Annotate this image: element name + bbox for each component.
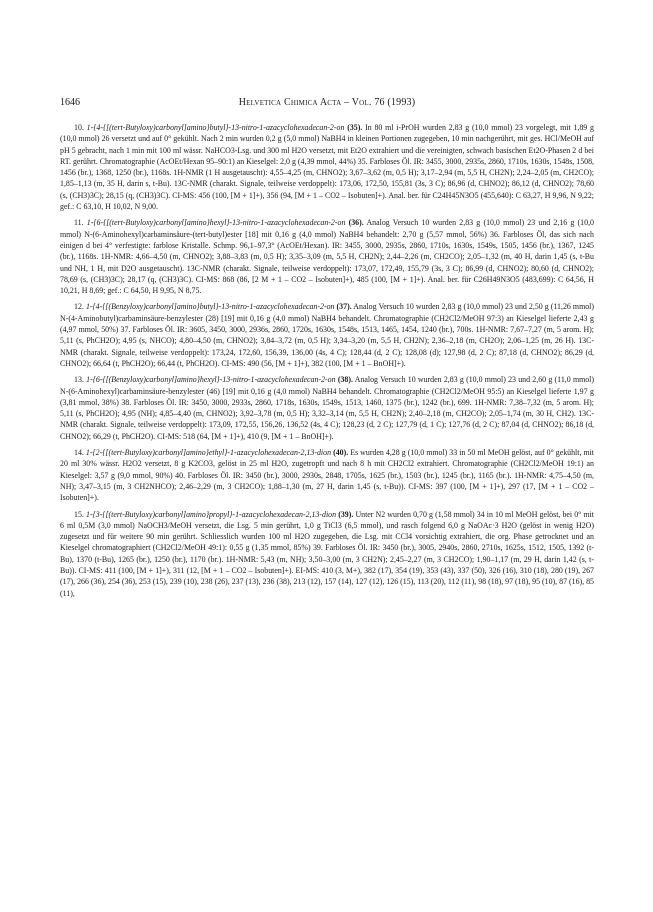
compound-number: (39). bbox=[338, 509, 354, 519]
journal-running-head: Helvetica Chimica Acta – Vol. 76 (1993) bbox=[238, 97, 416, 108]
experiment-number: 10. bbox=[74, 123, 84, 132]
compound-title: 1-{4-{[(tert-Butyloxy)carbonyl]amino}butyl}-13-nitro-1-azacyclohexadecan-2-on bbox=[86, 123, 345, 132]
experiment-12 bbox=[60, 301, 594, 369]
experiment-text: Analog Versuch 10 wurden 2,83 g (10,0 mmol) 23 und 2,60 g (11,0 mmol) N-(6-Aminohexyl)carbaminsäure-benzylester (46) [19] mit 0,16 g (4,0 mmol) NaBH4 behandelt. Chromatographie (CH2Cl2/MeOH 95:5) an Kieselgel lieferte 1,97 g (3,81 mmol, 38%) 38. Farbloses Öl. IR: 3450, 3000, 2933s, 2860, 1718s, 1630s, 1549s, 1513, 1460, 1375 (br.), 1242 (br.), 699. 1H-NMR: 7,38–7,32 (m, 5 arom. H); 5,11 (s, PhCH2O); 4,95 (NH); 4,85–4,40 (m, CHNO2); 3,92–3,78 (m, 0,5 H); 3,32–3,14 (m, 5,5 H, CH2N); 2,40–2,18 (m, CH2CO); 2,05–1,74 (m, 30 H, CH2). 13C-NMR (charakt. Signale, teilweise verdoppelt): 173,09, 172,55, 156,26, 136,52 (4s, 4 C); 128,23 (d, 2 C); 127,79 (d, 1 C); 127,76 (d, 2 C); 87,04 (d, CHNO2); 86,18 (d, CHNO2); 66,29 (t, PhCH2O). CI-MS: 518 (64, [M + 1]+), 410 (9, [M + 1 – BnOH]+). bbox=[60, 375, 594, 441]
experiment-14 bbox=[60, 447, 594, 503]
experiment-text: Es wurden 4,28 g (10,0 mmol) 33 in 50 ml MeOH gelöst, auf 0° gekühlt, mit 20 ml 30% wässr. H2O2 versetzt, 8 g K2CO3, gelöst in 25 ml H2O, zugetropft und nach 8 h mit CH2Cl2 extrahiert. Chromatographie (CH2Cl2/MeOH 19:1) an Kieselgel: 3,57 g (9,0 mmol, 90%) 40. Farbloses Öl. IR: 3450 (br.), 3000, 2930s, 2848, 1705s, 1625 (br.), 1503 (br.), 1245 (br.), 1165 (br.). 1H-NMR: 4,75–4,50 (m, NH); 3,47–3,15 (m, 3 CH2NHCO); 2,46–2,29 (m, 3 CH2CO); 1,88–1,30 (m, 27 H, darin 1,45 (s, t-Bu)). CI-MS: 397 (100, [M + 1]+), 297 (17, [M + 1 – CO2 – Isobuten]+). bbox=[60, 448, 594, 503]
compound-number: (37). bbox=[336, 302, 352, 312]
compound-number: (35). bbox=[347, 123, 363, 132]
experiment-number: 12. bbox=[74, 302, 84, 312]
experiment-text: Analog Versuch 10 wurden 2,83 g (10,0 mmol) 23 und 2,16 g (10,0 mmol) N-(6-Aminohexyl)carbaminsäure-(tert-butyl)ester [18] mit 0,16 g (4,0 mmol) NaBH4 behandelt: 2,70 g (5,57 mmol, 56%) 36. Farbloses Öl, das sich nach einigen d bei 4° verfestigte: farblose Kristalle. Schmp. 96,1–97,3° (AcOEt/Hexan). IR: 3455, 3000, 2935s, 2860, 1710s, 1630s, 1549s, 1505, 1456 (br.), 1367, 1245 (br.), 1168s. 1H-NMR: 4,66–4,50 (m, CHNO2); 3,88–3,83 (m, 0,5 H); 3,35–3,09 (m, 5,5 H, CH2N); 2,44–2,26 (m, CH2CO); 2,05–1,32 (m, 40 H, darin 1,45 (s, t-Bu und NH, 1 H, mit D2O ausgetauscht). 13C-NMR (charakt. Signale, teilweise verdoppelt): 173,07, 172,49, 155,79 (3s, 3 C); 86,99 (d, CHNO2); 80,60 (d, CHNO2); 78,69 (s, (CH3)3C); 28,17 (q, (CH3)3C). CI-MS: 868 (86, [2 M + 1 – CO2 – Isobuten]+), 485 (100, [M + 1]+). Anal. ber. für C26H49N3O5 (483,699): C 64,56, H 10,21, H 8,69; gef.: C 64,50, H 9,95, N 8,75. bbox=[60, 218, 594, 296]
compound-title: 1-{4-{[(Benzyloxy)carbonyl]amino}butyl}-13-nitro-1-azacyclohexadecan-2-on bbox=[85, 302, 335, 312]
compound-title: 1-{6-{[(Benzyloxy)carbonyl]amino}hexyl}-13-nitro-1-azacyclohexadecan-2-on bbox=[86, 375, 336, 385]
experiment-text: Analog Versuch 10 wurden 2,83 g (10,0 mmol) 23 und 2,50 g (11,26 mmol) N-(4-Aminobutyl)carbaminsäure-benzylester (28) [19] mit 0,16 g (4,0 mmol) NaBH4 behandelt. Chromatographie (CH2Cl2/MeOH 97:3) an Kieselgel lieferte 2,43 g (4,97 mmol, 50%) 37. Farbloses Öl. IR: 3605, 3450, 3000, 2936s, 2860, 1720s, 1630s, 1548s, 1513, 1465, 1454, 1240 (br.), 700s. 1H-NMR: 7,67–7,27 (m, 5 arom. H); 5,11 (s, PhCH2O); 4,95 (s, NHCO); 4,80–4,50 (m, CHNO2); 3,84–3,72 (m, 0,5 H); 3,34–3,20 (m, 5,5 H, CH2N); 2,36–2,18 (m, CH2O); 2,06–1,25 (m, 26 H). 13C-NMR (charakt. Signale, teilweise verdoppelt): 173,24, 172,60, 156,39, 136,00 (4s, 4 C); 128,44 (d, 2 C); 128,08 (d); 127,98 (d, 2 C); 87,18 (d, CHNO2); 86,29 (d, CHNO2); 66,64 (t, PhCH2O); 66,44 (t, PhCH2O). CI-MS: 490 (56, [M + 1]+), 382 (100, [M + 1 – BnOH]+). bbox=[60, 302, 594, 368]
compound-title: 1-{6-{[(tert-Butyloxy)carbonyl]amino}hexyl}-13-nitro-1-azacyclohexadecan-2-on bbox=[86, 218, 346, 228]
experiment-15 bbox=[60, 509, 594, 599]
experiment-number: 13. bbox=[74, 375, 84, 385]
compound-number: (40). bbox=[333, 448, 349, 458]
experiment-10 bbox=[60, 122, 594, 212]
article-body bbox=[60, 122, 594, 604]
experiment-13 bbox=[60, 374, 594, 442]
experiment-number: 15. bbox=[74, 509, 84, 519]
experiment-11 bbox=[60, 217, 594, 296]
compound-number: (36). bbox=[348, 218, 364, 228]
page-number: 1646 bbox=[60, 97, 80, 108]
compound-title: 1-{2-{[(tert-Butyloxy)carbonyl]amino}ethyl}-1-azacyclohexadecan-2,13-dion bbox=[85, 448, 332, 458]
experiment-text: Unter N2 wurden 0,70 g (1,58 mmol) 34 in 10 ml MeOH gelöst, bei 0° mit 6 ml 0,5M (3,0 mmol) NaOCH3/MeOH versetzt, die Lsg. 5 min gerührt, 1,0 g TiCl3 (6,5 mmol), und rasch folgend 6,0 g NaOAc·3 H2O (gelöst in wenig H2O) zugesetzt und für weitere 90 min gerührt. Schliesslich wurden 100 ml H2O zugegeben, die Lsg. mit CCl4 vorsichtig extrahiert, die org. Phase getrocknet und an Kieselgel chromatographiert (CH2Cl2/MeOH 49:1): 0,55 g (1,35 mmol, 85%) 39. Farbloses Öl. IR: 3450 (br.), 3005, 2940s, 2860, 2710s, 1625s, 1512, 1505, 1392 (t-Bu), 1370 (t-Bu), 1265 (br.), 1250 (br.), 1170 (br.). 1H-NMR: 5,43 (m, NH); 3,50–3,00 (m, 3 CH2N); 2,45–2,27 (m, 3 CH2CO); 1,90–1,17 (m, 29 H, darin 1,42 (s, t-Bu)). CI-MS: 411 (100, [M + 1]+), 311 (12, [M + 1 – CO2 – Isobuten]+). EI-MS: 410 (3, M+), 382 (17), 354 (19), 353 (43), 337 (50), 326 (16), 310 (18), 280 (19), 267 (17), 266 (36), 254 (36), 253 (15), 239 (10), 238 (26), 237 (13), 236 (38), 213 (12), 157 (14), 127 (12), 126 (15), 113 (20), 112 (11), 98 (18), 97 (18), 95 (10), 87 (16), 85 (11), bbox=[60, 509, 594, 598]
experiment-number: 11. bbox=[74, 218, 84, 228]
compound-number: (38). bbox=[337, 375, 353, 385]
compound-title: 1-{3-{[(tert-Butyloxy)carbonyl]amino}propyl}-1-azacyclohexadecan-2,13-dion bbox=[86, 509, 337, 519]
page-header bbox=[60, 96, 594, 110]
experiment-number: 14. bbox=[74, 448, 84, 458]
experiment-text: In 80 ml i-PrOH wurden 2,83 g (10,0 mmol) 23 vorgelegt, mit 1,89 g (10,0 mmol) 26 versetzt und auf 0° gekühlt. Nach 2 min wurden 0,2 g (5,0 mmol) NaBH4 in kleinen Portionen zugegeben, 10 min nachgerührt, mit ges. HCl/MeOH auf pH 5 gebracht, nach 1 min mit 100 ml wässr. NaHCO3-Lsg. und 300 ml H2O versetzt, mit Et2O extrahiert und die vereinigten, schwach basischen Et2O-Phasen 2 d bei RT. gerührt. Chromatographie (AcOEt/Hexan 95–90:1) an Kieselgel: 2,0 g (4,39 mmol, 44%) 35. Farbloses Öl. IR: 3455, 3000, 2935s, 2860, 1710s, 1630s, 1548s, 1508, 1456 (br.), 1368, 1250 (br.), 1168s. 1H-NMR (1 H ausgetauscht): 4,55–4,25 (m, CHNO2); 3,67–3,62 (m, 0,5 H); 3,17–2,94 (m, 5,5 H, CH2N); 2,24–2,05 (m, CH2CO); 1,85–1,13 (m, 35 H, darin s, t-Bu). 13C-NMR (charakt. Signale, teilweise verdoppelt): 173,06, 172,50, 155,81 (3s, 3 C); 86,96 (d, CHNO2); 86,12 (d, CHNO2); 78,60 (s, (CH3)3C); 28,15 (q, (CH3)3C). CI-MS: 456 (100, [M + 1]+), 356 (94, [M + 1 – CO2 – Isobuten]+). Anal. ber. für C24H45N3O5 (455,640): C 63,27, H 9,96, N 9,22; gef.: C 63,10, H 10,02, N 9,00. bbox=[60, 123, 594, 212]
